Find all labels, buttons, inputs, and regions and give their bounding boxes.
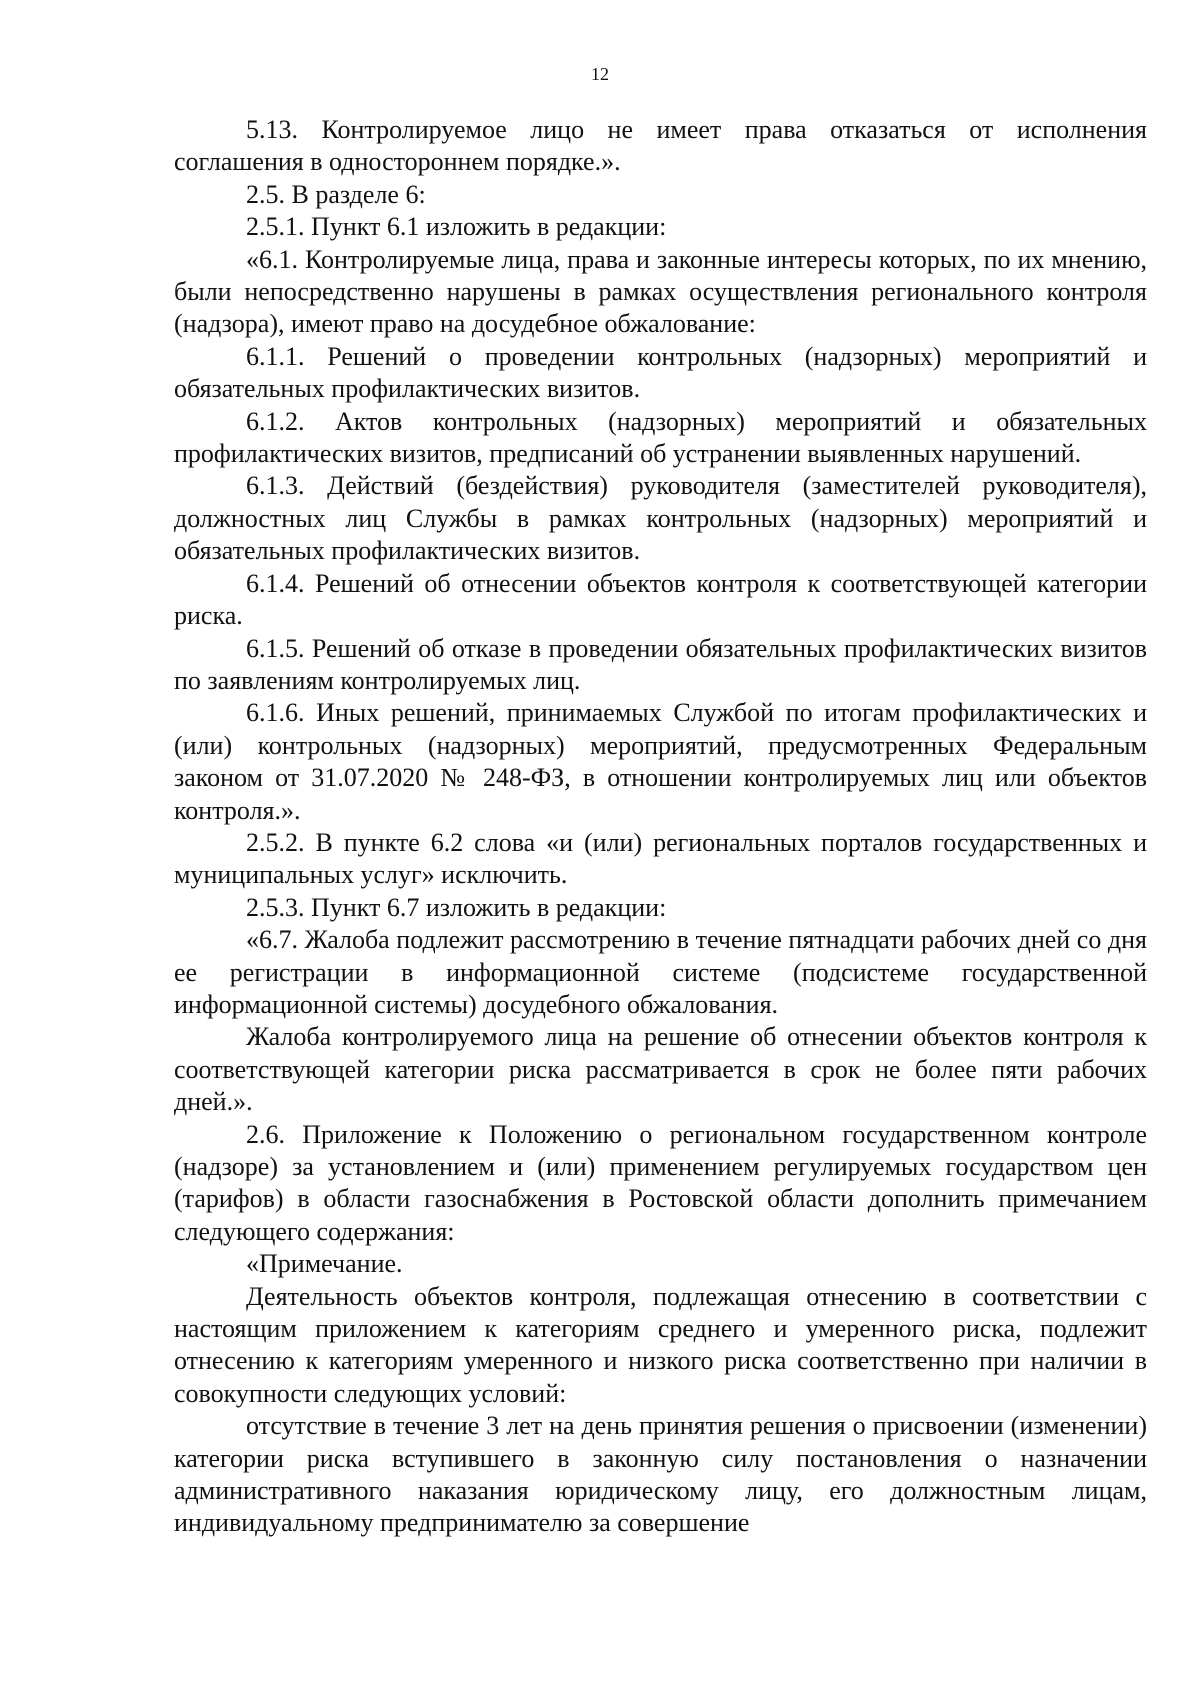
paragraph-6-1-2: 6.1.2. Актов контрольных (надзорных) мероприятий и обязательных профилактических визитов, предписаний об устранении выявленных нарушений. <box>174 406 1147 469</box>
paragraph-2-5-1: 2.5.1. Пункт 6.1 изложить в редакции: <box>246 212 667 242</box>
paragraph-2-5-3: 2.5.3. Пункт 6.7 изложить в редакции: <box>246 892 667 922</box>
paragraph-6-1-3: 6.1.3. Действий (бездействия) руководителя (заместителей руководителя), должностных лиц Службы в рамках контрольных (надзорных) мероприятий и обязательных профилактических визитов. <box>174 471 1147 566</box>
paragraph-note-heading: «Примечание. <box>246 1249 403 1279</box>
paragraph-2-6: 2.6. Приложение к Положению о региональном государственном контроле (надзоре) за установлением и (или) применением регулируемых государством цен (тарифов) в области газоснабжения в Ростовской области дополнить примечанием следующего содержания: <box>174 1119 1147 1246</box>
document-body <box>174 114 1147 1540</box>
paragraph-2-5-2: 2.5.2. В пункте 6.2 слова «и (или) региональных порталов государственных и муниципальных услуг» исключить. <box>174 827 1147 890</box>
paragraph-complaint-term: Жалоба контролируемого лица на решение об отнесении объектов контроля к соответствующей категории риска рассматривается в срок не более пяти рабочих дней.». <box>174 1022 1147 1117</box>
paragraph-6-1: «6.1. Контролируемые лица, права и законные интересы которых, по их мнению, были непосредственно нарушены в рамках осуществления регионального контроля (надзора), имеют право на досудебное обжалование: <box>174 244 1147 339</box>
paragraph-5-13: 5.13. Контролируемое лицо не имеет права отказаться от исполнения соглашения в одностороннем порядке.». <box>174 115 1147 177</box>
paragraph-6-1-5: 6.1.5. Решений об отказе в проведении обязательных профилактических визитов по заявлениям контролируемых лиц. <box>174 633 1147 695</box>
paragraph-6-1-6: 6.1.6. Иных решений, принимаемых Службой по итогам профилактических и (или) контрольных (надзорных) мероприятий, предусмотренных Федеральным законом от 31.07.2020 № 248-ФЗ, в отношении контролируемых лиц или объектов контроля.». <box>174 698 1147 825</box>
paragraph-2-5: 2.5. В разделе 6: <box>246 179 426 209</box>
paragraph-6-1-4: 6.1.4. Решений об отнесении объектов контроля к соответствующей категории риска. <box>174 568 1147 631</box>
paragraph-6-1-1: 6.1.1. Решений о проведении контрольных (надзорных) мероприятий и обязательных профилактических визитов. <box>174 341 1147 404</box>
page-number: 12 <box>591 64 609 84</box>
paragraph-6-7: «6.7. Жалоба подлежит рассмотрению в течение пятнадцати рабочих дней со дня ее регистрации в информационной системе (подсистеме государственной информационной системы) досудебного обжалования. <box>174 925 1147 1019</box>
paragraph-note-body: Деятельность объектов контроля, подлежащая отнесению в соответствии с настоящим приложением к категориям среднего и умеренного риска, подлежит отнесению к категориям умеренного и низкого риска соответственно при наличии в совокупности следующих условий: <box>174 1281 1147 1408</box>
paragraph-condition: отсутствие в течение 3 лет на день принятия решения о присвоении (изменении) категории риска вступившего в законную силу постановления о назначении административного наказания юридическому лицу, его должностным лицам, индивидуальному предпринимателю за совершение <box>174 1411 1147 1538</box>
